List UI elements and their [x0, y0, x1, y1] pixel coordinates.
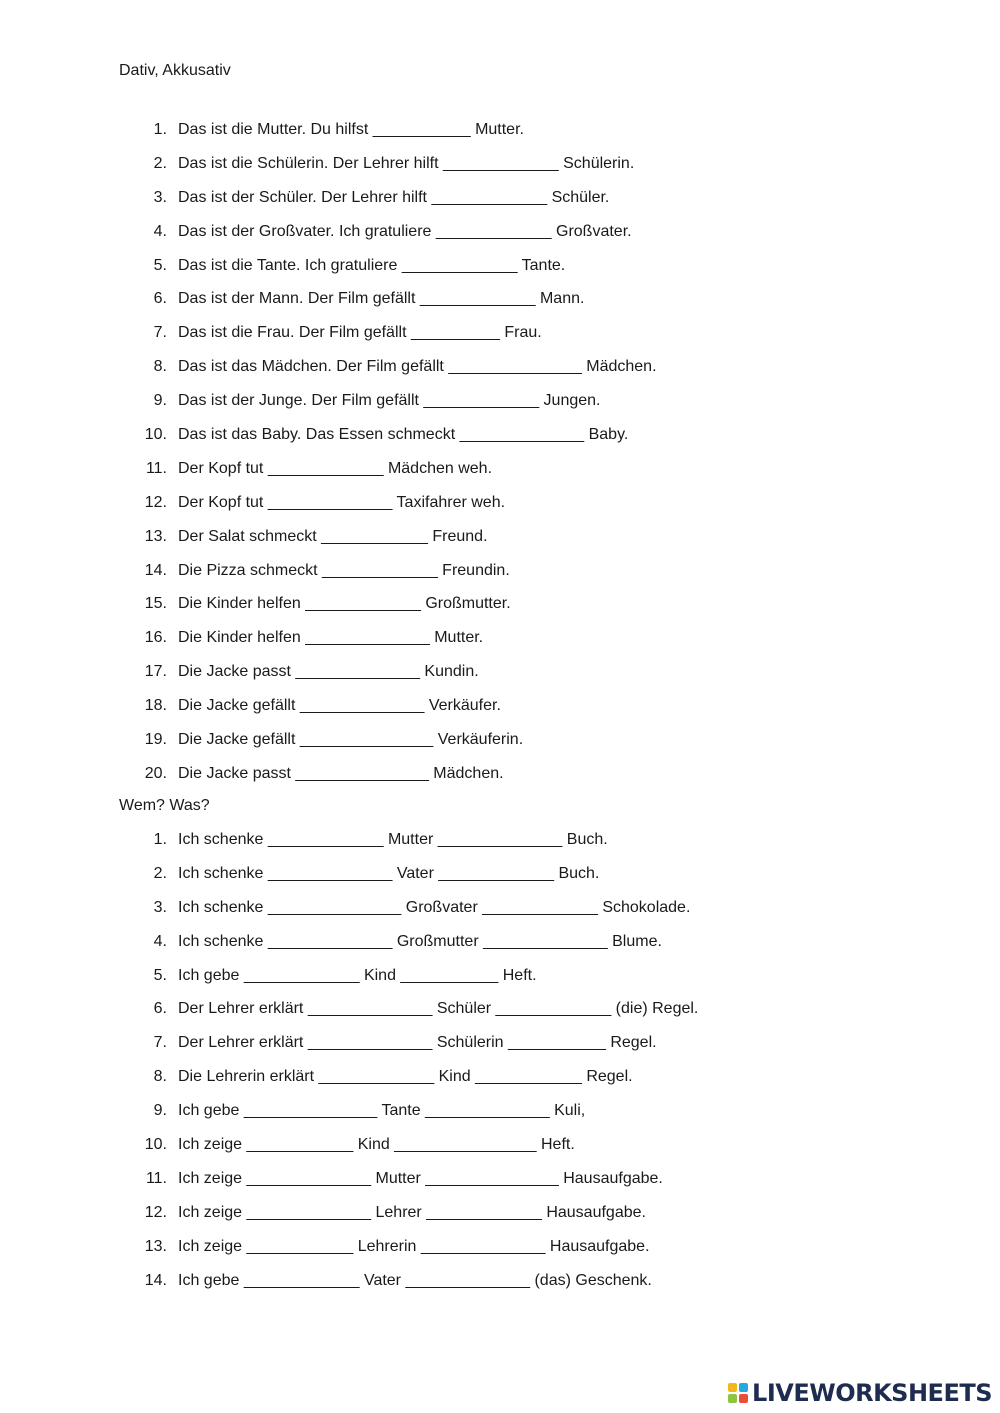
exercise-number: 1.	[153, 831, 167, 848]
exercise-number: 15.	[144, 595, 167, 613]
exercise-sentence: Ich gebe _______________ Tante ______________ Kuli,	[178, 1102, 586, 1120]
exercise-number: 1.	[153, 121, 167, 138]
exercise-number: 10.	[144, 426, 167, 444]
exercise-sentence: Das ist der Großvater. Ich gratuliere _____________ Großvater.	[178, 222, 632, 240]
exercise-number: 9.	[153, 1102, 167, 1120]
exercise-sentence: Das ist der Mann. Der Film gefällt _____________ Mann.	[178, 290, 585, 308]
exercise-sentence: Das ist das Baby. Das Essen schmeckt ______________ Baby.	[178, 426, 629, 444]
exercise-number: 18.	[144, 697, 167, 715]
exercise-sentence: Die Pizza schmeckt _____________ Freundin.	[178, 561, 510, 579]
exercise-sentence: Der Lehrer erklärt ______________ Schülerin ___________ Regel.	[178, 1034, 657, 1052]
exercise-sentence: Die Jacke gefällt ______________ Verkäufer.	[178, 697, 501, 715]
exercise-sentence: Die Lehrerin erklärt _____________ Kind ____________ Regel.	[178, 1068, 633, 1086]
exercise-sentence: Ich schenke ______________ Großmutter ______________ Blume.	[178, 932, 662, 950]
exercise-number: 6.	[153, 290, 167, 308]
exercise-sentence: Ich zeige ____________ Kind ________________ Heft.	[178, 1136, 575, 1154]
exercise-number: 5.	[153, 966, 167, 984]
exercise-sentence: Ich schenke ______________ Vater _____________ Buch.	[178, 864, 600, 882]
section-title-wem-was: Wem? Was?	[119, 797, 210, 814]
exercise-number: 13.	[144, 527, 167, 545]
exercise-number: 20.	[144, 764, 167, 782]
exercise-number: 2.	[153, 864, 167, 882]
liveworksheets-logo	[728, 1379, 992, 1407]
exercise-number: 11.	[145, 1169, 167, 1187]
exercise-sentence: Der Salat schmeckt ____________ Freund.	[178, 527, 488, 545]
exercise-number: 12.	[144, 1203, 167, 1221]
exercise-number: 19.	[144, 731, 167, 749]
exercise-number: 10.	[144, 1136, 167, 1154]
exercise-sentence: Der Kopf tut ______________ Taxifahrer weh.	[178, 493, 506, 511]
exercise-sentence: Ich schenke _____________ Mutter ______________ Buch.	[178, 831, 608, 848]
exercise-number: 7.	[153, 324, 167, 342]
exercise-sentence: Ich gebe _____________ Vater ______________ (das) Geschenk.	[178, 1271, 652, 1289]
exercise-sentence: Ich zeige ______________ Lehrer _____________ Hausaufgabe.	[178, 1203, 646, 1221]
exercise-sentence: Ich zeige ____________ Lehrerin ______________ Hausaufgabe.	[178, 1237, 650, 1255]
exercise-sentence: Ich schenke _______________ Großvater _____________ Schokolade.	[178, 898, 691, 916]
exercise-sentence: Das ist der Junge. Der Film gefällt _____________ Jungen.	[178, 392, 601, 410]
exercise-sentence: Ich zeige ______________ Mutter _______________ Hausaufgabe.	[178, 1169, 663, 1187]
exercise-number: 7.	[153, 1034, 167, 1052]
exercise-number: 4.	[153, 932, 167, 950]
exercise-number: 17.	[144, 663, 167, 681]
exercise-number: 5.	[153, 256, 167, 274]
liveworksheets-logo-text: LIVEWORKSHEETS	[752, 1379, 992, 1407]
exercise-number: 6.	[153, 1000, 167, 1018]
exercise-sentence: Der Kopf tut _____________ Mädchen weh.	[178, 459, 493, 477]
exercise-number: 13.	[144, 1237, 167, 1255]
exercise-sentence: Die Jacke gefällt _______________ Verkäuferin.	[178, 731, 524, 749]
exercise-number: 11.	[145, 459, 167, 477]
exercise-sentence: Das ist der Schüler. Der Lehrer hilft _____________ Schüler.	[178, 188, 610, 206]
exercise-sentence: Das ist die Frau. Der Film gefällt __________ Frau.	[178, 324, 542, 342]
exercise-number: 2.	[153, 154, 167, 172]
exercise-sentence: Die Kinder helfen ______________ Mutter.	[178, 629, 484, 647]
exercise-number: 16.	[144, 629, 167, 647]
exercise-number: 9.	[153, 392, 167, 410]
exercise-sentence: Ich gebe _____________ Kind ___________ Heft.	[178, 966, 537, 984]
exercise-number: 12.	[144, 493, 167, 511]
liveworksheets-logo-icon	[728, 1383, 748, 1403]
exercise-sentence: Das ist die Mutter. Du hilfst ___________ Mutter.	[178, 121, 524, 138]
exercise-number: 14.	[144, 1271, 167, 1289]
exercise-sentence: Das ist die Schülerin. Der Lehrer hilft _____________ Schülerin.	[178, 154, 635, 172]
exercise-number: 8.	[153, 358, 167, 376]
exercise-sentence: Der Lehrer erklärt ______________ Schüler _____________ (die) Regel.	[178, 1000, 699, 1018]
exercise-sentence: Das ist das Mädchen. Der Film gefällt _______________ Mädchen.	[178, 358, 657, 376]
exercise-number: 3.	[153, 188, 167, 206]
exercise-sentence: Die Jacke passt ______________ Kundin.	[178, 663, 479, 681]
exercise-number: 14.	[144, 561, 167, 579]
exercise-sentence: Die Kinder helfen _____________ Großmutter.	[178, 595, 511, 613]
exercise-number: 8.	[153, 1068, 167, 1086]
exercise-sentence: Das ist die Tante. Ich gratuliere _____________ Tante.	[178, 256, 566, 274]
exercise-number: 4.	[153, 222, 167, 240]
exercise-number: 3.	[153, 898, 167, 916]
exercise-sentence: Die Jacke passt _______________ Mädchen.	[178, 764, 504, 782]
section-title-dativ-akkusativ: Dativ, Akkusativ	[119, 62, 231, 79]
